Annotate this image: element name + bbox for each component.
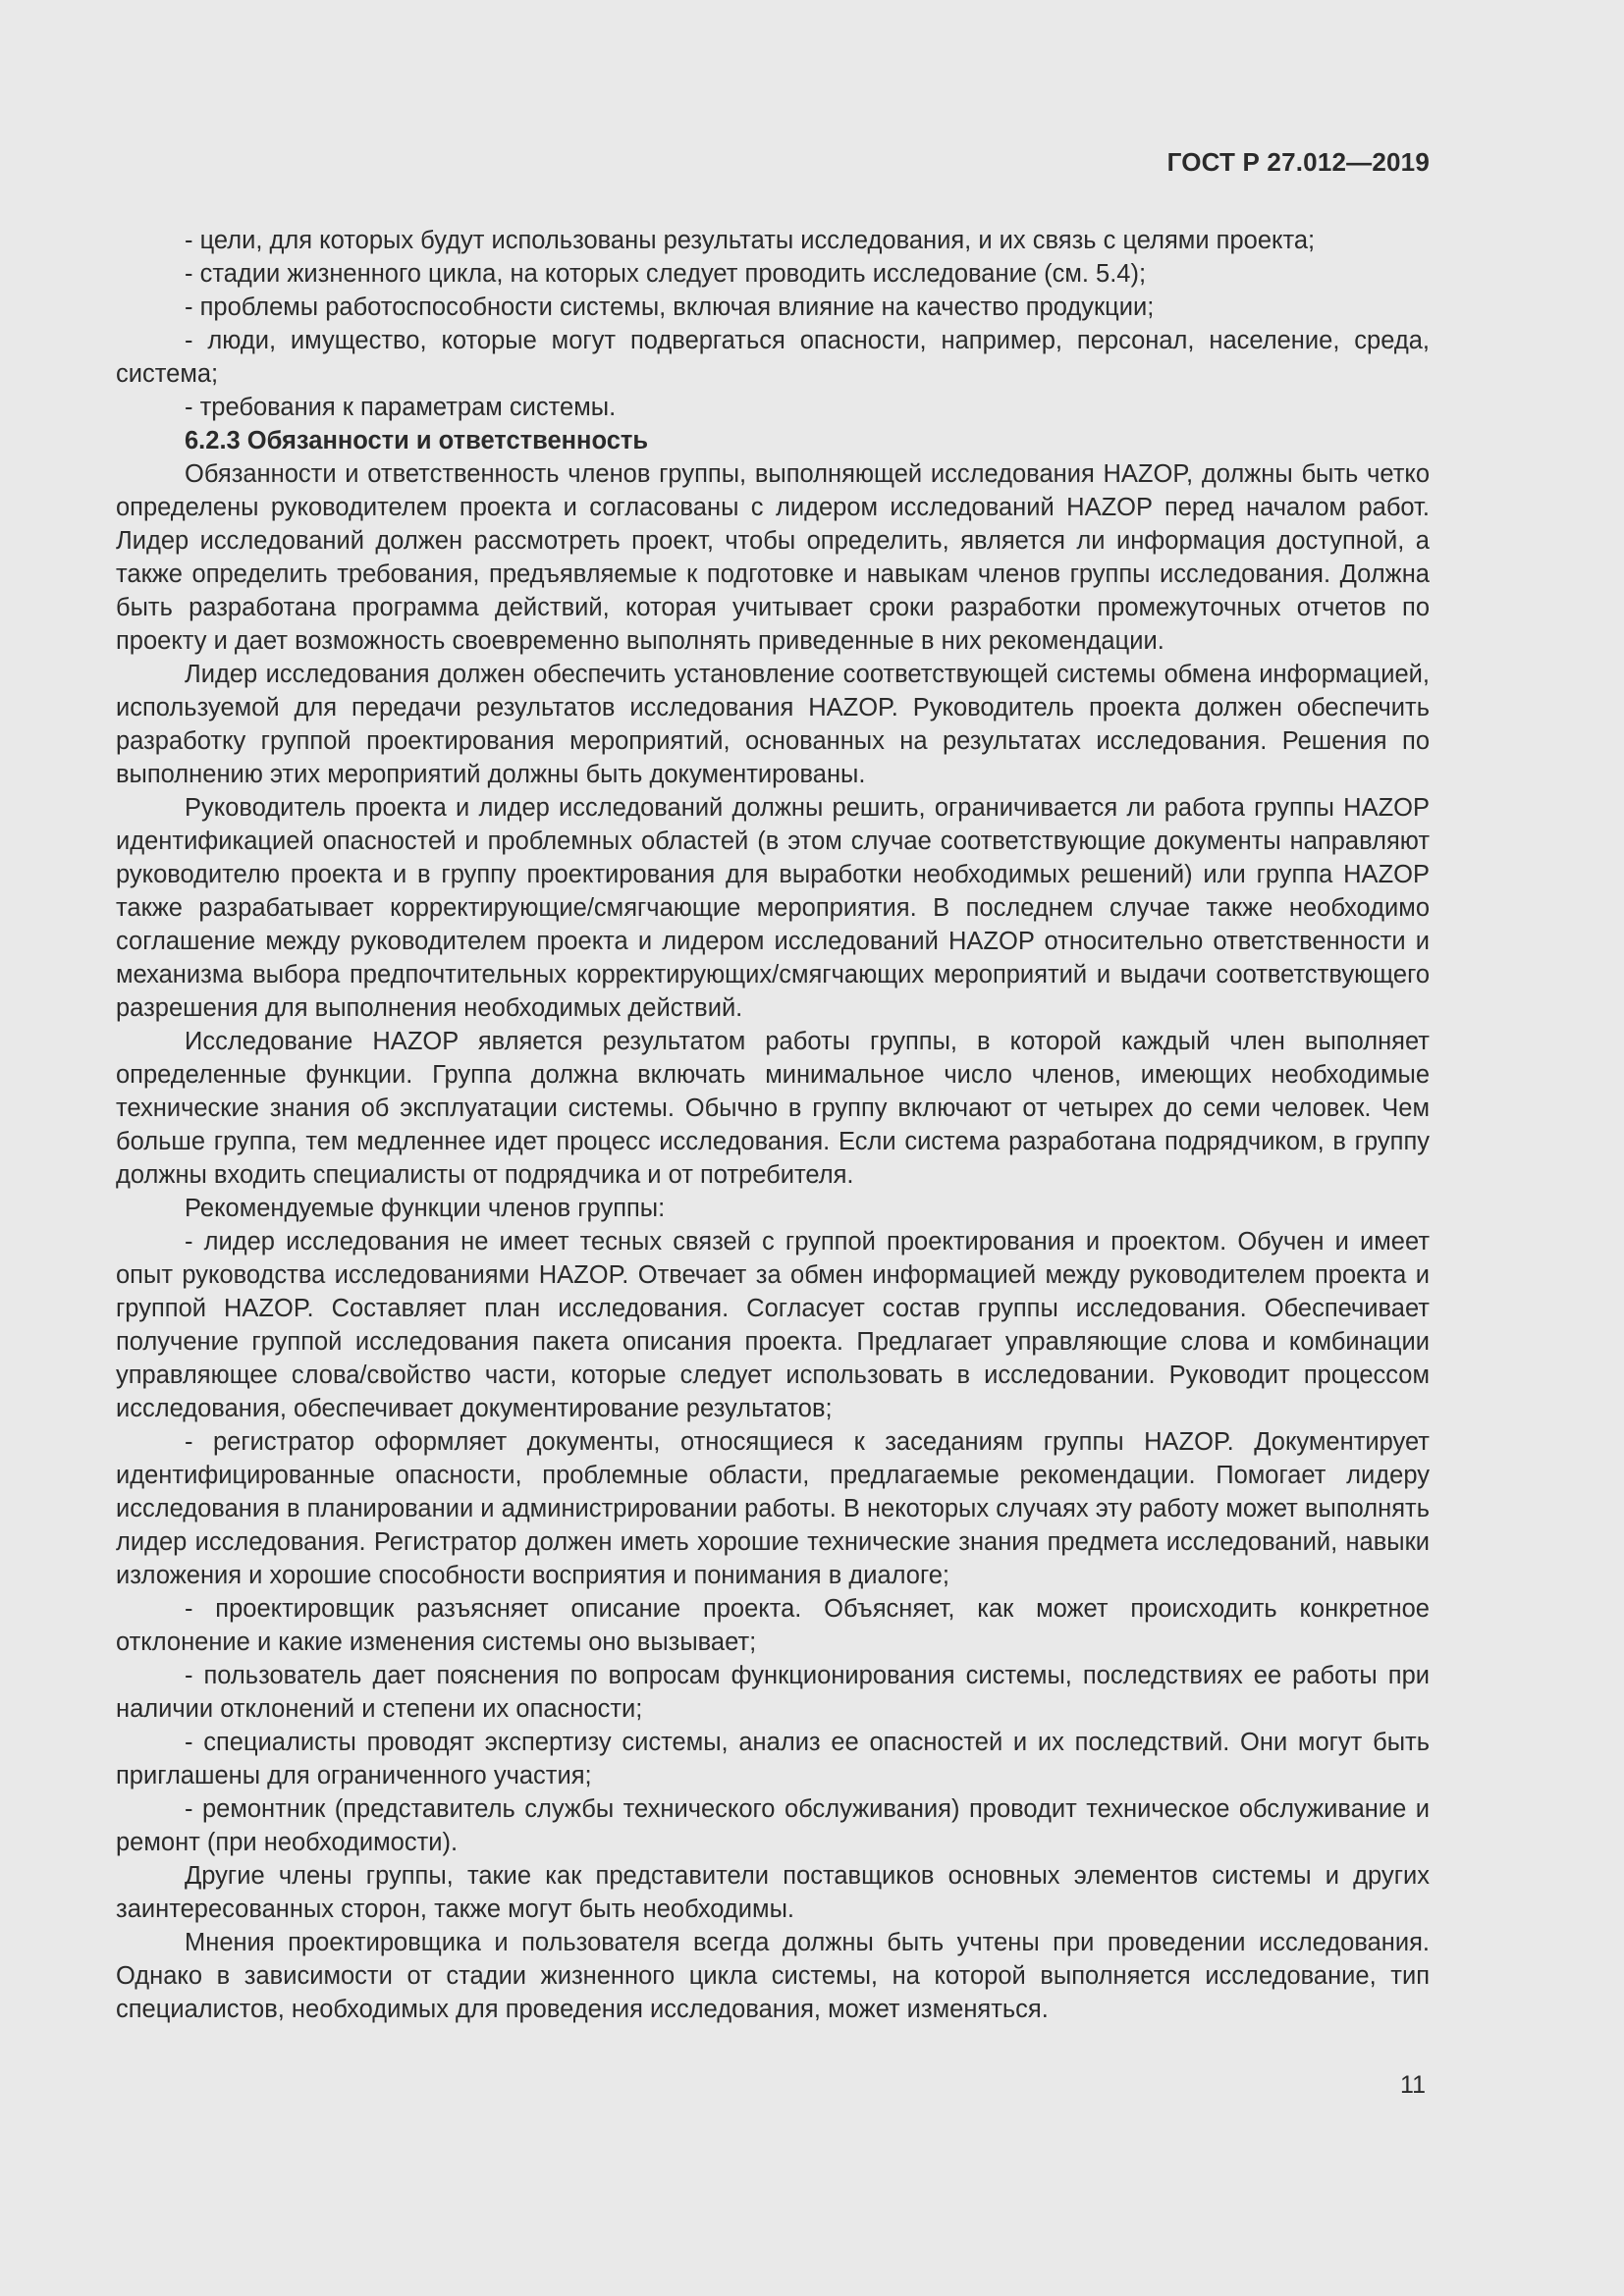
list-item: - лидер исследования не имеет тесных связей с группой проектирования и проектом. Обучен и имеет опыт руководства исследованиями HAZOP. Отвечает за обмен информацией между руководителем проекта и группой HAZOP. Составляет план исследования. Согласует состав группы исследования. Обеспечивает получение группой исследования пакета описания проекта. Предлагает управляющие слова и комбинации управляющее слова/свойство части, которые следует использовать в исследовании. Руководит процессом исследования, обеспечивает документирование результатов; bbox=[116, 1228, 1430, 1422]
list-item: - требования к параметрам системы. bbox=[185, 394, 617, 421]
list-item: - ремонтник (представитель службы технического обслуживания) проводит техническое обслуживание и ремонт (при необходимости). bbox=[116, 1795, 1430, 1856]
list-item: - проблемы работоспособности системы, включая влияние на качество продукции; bbox=[185, 294, 1155, 321]
paragraph: Лидер исследования должен обеспечить установление соответствующей системы обмена информацией, используемой для передачи результатов исследования HAZOP. Руководитель проекта должен обеспечить разработку группой проектирования мероприятий, основанных на результатах исследования. Решения по выполнению этих мероприятий должны быть документированы. bbox=[116, 661, 1430, 788]
page-number: 11 bbox=[1400, 2071, 1426, 2099]
section-heading: 6.2.3 Обязанности и ответственность bbox=[185, 427, 649, 454]
list-item: - специалисты проводят экспертизу системы, анализ ее опасностей и их последствий. Они могут быть приглашены для ограниченного участия; bbox=[116, 1729, 1430, 1789]
document-code-header: ГОСТ Р 27.012—2019 bbox=[1166, 147, 1430, 177]
paragraph: Обязанности и ответственность членов группы, выполняющей исследования HAZOP, должны быть четко определены руководителем проекта и согласованы с лидером исследований HAZOP перед началом работ. Лидер исследований должен рассмотреть проект, чтобы определить, является ли информация доступной, а также определить требования, предъявляемые к подготовке и навыкам членов группы исследования. Должна быть разработана программа действий, которая учитывает сроки разработки промежуточных отчетов по проекту и дает возможность своевременно выполнять приведенные в них рекомендации. bbox=[116, 460, 1430, 655]
paragraph: Исследование HAZOP является результатом работы группы, в которой каждый член выполняет определенные функции. Группа должна включать минимальное число членов, имеющих необходимые технические знания об эксплуатации системы. Обычно в группу включают от четырех до семи человек. Чем больше группа, тем медленнее идет процесс исследования. Если система разработана подрядчиком, в группу должны входить специалисты от подрядчика и от потребителя. bbox=[116, 1028, 1430, 1189]
list-item: - цели, для которых будут использованы результаты исследования, и их связь с целями проекта; bbox=[185, 227, 1316, 254]
paragraph: Другие члены группы, такие как представители поставщиков основных элементов системы и других заинтересованных сторон, также могут быть необходимы. bbox=[116, 1862, 1430, 1923]
paragraph: Рекомендуемые функции членов группы: bbox=[185, 1195, 666, 1222]
list-item: - регистратор оформляет документы, относящиеся к заседаниям группы HAZOP. Документирует идентифицированные опасности, проблемные области, предлагаемые рекомендации. Помогает лидеру исследования в планировании и администрировании работы. В некоторых случаях эту работу может выполнять лидер исследования. Регистратор должен иметь хорошие технические знания предмета исследований, навыки изложения и хорошие способности восприятия и понимания в диалоге; bbox=[116, 1428, 1430, 1589]
list-item: - люди, имущество, которые могут подвергаться опасности, например, персонал, население, среда, система; bbox=[116, 327, 1430, 388]
list-item: - пользователь дает пояснения по вопросам функционирования системы, последствиях ее работы при наличии отклонений и степени их опасности; bbox=[116, 1662, 1430, 1723]
list-item: - проектировщик разъясняет описание проекта. Объясняет, как может происходить конкретное отклонение и какие изменения системы оно вызывает; bbox=[116, 1595, 1430, 1656]
list-item: - стадии жизненного цикла, на которых следует проводить исследование (см. 5.4); bbox=[185, 260, 1147, 288]
document-body bbox=[116, 224, 1430, 2026]
paragraph: Мнения проектировщика и пользователя всегда должны быть учтены при проведении исследования. Однако в зависимости от стадии жизненного цикла системы, на которой выполняется исследование, тип специалистов, необходимых для проведения исследования, может изменяться. bbox=[116, 1929, 1430, 2023]
paragraph: Руководитель проекта и лидер исследований должны решить, ограничивается ли работа группы HAZOP идентификацией опасностей и проблемных областей (в этом случае соответствующие документы направляют руководителю проекта и в группу проектирования для выработки необходимых решений) или группа HAZOP также разрабатывает корректирующие/смягчающие мероприятия. В последнем случае также необходимо соглашение между руководителем проекта и лидером исследований HAZOP относительно ответственности и механизма выбора предпочтительных корректирующих/смягчающих мероприятий и выдачи соответствующего разрешения для выполнения необходимых действий. bbox=[116, 794, 1430, 1022]
